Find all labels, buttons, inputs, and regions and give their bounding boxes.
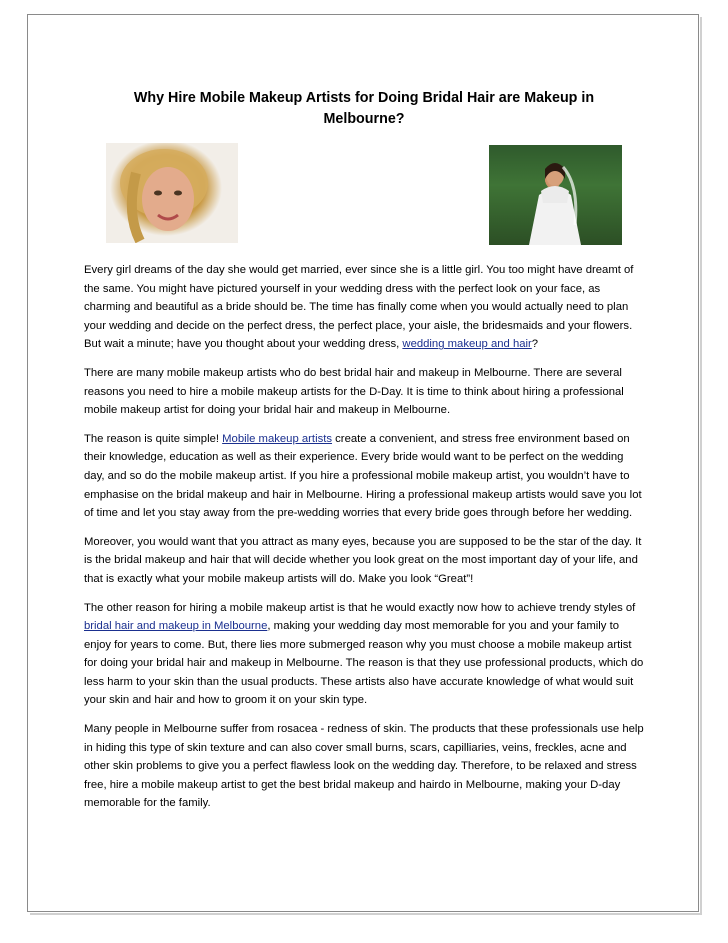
- paragraph-1: [84, 261, 646, 354]
- link-wedding-makeup-and-hair[interactable]: wedding makeup and hair: [402, 338, 532, 351]
- bride-full-length-garden: [489, 145, 622, 245]
- paragraph-4: Moreover, you would want that you attract as many eyes, because you are supposed to be the star of the day. It is the bridal makeup and hair that will decide whether you look great on the most important day of your life, and that is exactly what your mobile makeup artists will do. Make you look “Great”!: [84, 535, 642, 585]
- paragraph-6: Many people in Melbourne suffer from rosacea - redness of skin. The products that these professionals use help in hiding this type of skin texture and can also cover small burns, scars, capilliaries, veins, freckles, acne and other skin problems to give you a perfect flawless look on the wedding day. Therefore, to be relaxed and stress free, hire a mobile makeup artist to get the best bridal makeup and hairdo in Melbourne, making your D-day memorable for the family.: [84, 723, 644, 810]
- document-title: Why Hire Mobile Makeup Artists for Doing Bridal Hair are Makeup in Melbourne?: [133, 90, 595, 127]
- paragraph-2: There are many mobile makeup artists who do best bridal hair and makeup in Melbourne. There are several reasons you need to hire a mobile makeup artists for the D-Day. It is time to think about hiring a professional mobile makeup artist for doing your bridal hair and makeup in Melbourne.: [84, 366, 624, 417]
- link-mobile-makeup-artists[interactable]: Mobile makeup artists: [222, 432, 333, 445]
- bride-portrait-closeup: [106, 143, 238, 243]
- paragraph-text: Every girl dreams of the day she would get married, ever since she is a little girl. You too might have dreamt of the same. You might have pictured yourself in your wedding dress with the perfect look on your face, as charming and beautiful as a bride should be. The time has finally come when you would actually need to plan your wedding and decide on the perfect dress, the perfect place, your aisle, the bridesmaids and your flowers. But wait a minute; have you thought about your wedding dress,: [84, 264, 634, 351]
- paragraph-text: , making your wedding day most memorable for you and your family to enjoy for years to come. But, there lies more submerged reason why you must choose a mobile makeup artist for doing your bridal hair and makeup in Melbourne. The reason is that they use professional products, which do less harm to your skin than the usual products. These artists also have accurate knowledge of what would suit your skin and hair and how to groom it on your skin type.: [84, 620, 644, 707]
- article-body: [84, 261, 646, 823]
- paragraph-text: The other reason for hiring a mobile makeup artist is that he would exactly now how to achieve trendy styles of: [84, 601, 636, 614]
- link-bridal-hair-and-makeup-melbourne[interactable]: bridal hair and makeup in Melbourne: [84, 620, 268, 633]
- paragraph-5: [84, 599, 646, 711]
- paragraph-text: ?: [531, 338, 539, 351]
- paragraph-text: The reason is quite simple!: [84, 432, 223, 445]
- paragraph-text: create a convenient, and stress free environment based on their knowledge, education as well as their experience. Every bride would want to be perfect on the wedding day, and so do the mobile makeup artist. If you hire a professional mobile makeup artist, you wouldn’t have to emphasise on the bridal makeup and hair in Melbourne. Hiring a professional makeup artists would save you lot of time and let you stay away from the pre-wedding worries that every bride goes through before her wedding.: [84, 432, 642, 520]
- paragraph-3: [84, 430, 646, 523]
